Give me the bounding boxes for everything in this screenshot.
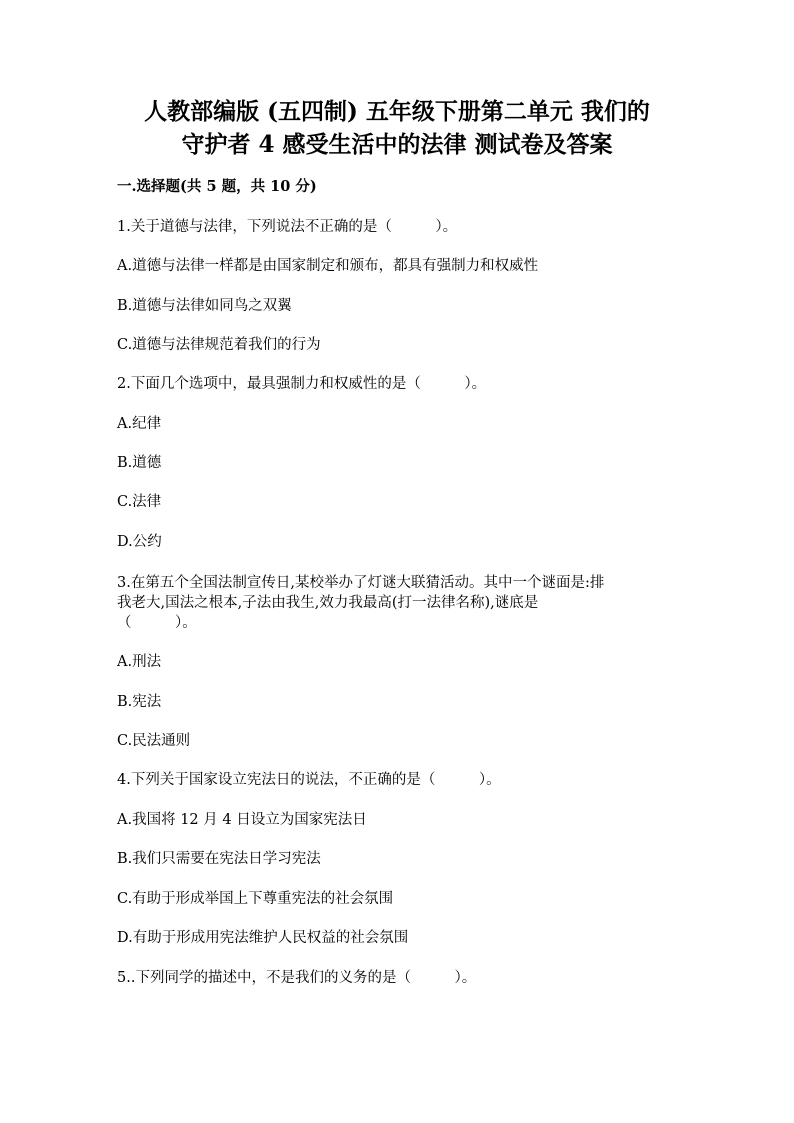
question-3-stem-line-1: 3.在第五个全国法制宣传日,某校举办了灯谜大联猜活动。其中一个谜面是:排	[117, 575, 605, 591]
question-5-stem: 5..下列同学的描述中，不是我们的义务的是（ ）。	[117, 970, 477, 986]
question-3-option-a: A.刑法	[117, 654, 162, 670]
question-3-option-b: B.宪法	[117, 694, 162, 710]
question-4-option-b: B.我们只需要在宪法日学习宪法	[117, 851, 321, 867]
question-2-option-b: B.道德	[117, 455, 162, 471]
page-title-line-2: 守护者 4 感受生活中的法律 测试卷及答案	[181, 131, 613, 158]
question-1-option-c: C.道德与法律规范着我们的行为	[117, 337, 321, 353]
question-3-option-c: C.民法通则	[117, 733, 191, 749]
question-3-stem-line-2: 我老大,国法之根本,子法由我生,效力我最高(打一法律名称),谜底是	[117, 595, 539, 611]
question-2-stem: 2.下面几个选项中，最具强制力和权威性的是（ ）。	[117, 376, 487, 392]
question-2-option-a: A.纪律	[117, 416, 162, 432]
question-1-option-a: A.道德与法律一样都是由国家制定和颁布，都具有强制力和权威性	[117, 258, 539, 274]
question-3-stem-line-3: （ ）。	[117, 615, 197, 631]
question-4-option-c: C.有助于形成举国上下尊重宪法的社会氛围	[117, 891, 394, 907]
question-2-option-c: C.法律	[117, 494, 162, 510]
question-1-option-b: B.道德与法律如同鸟之双翼	[117, 298, 292, 314]
question-4-stem: 4.下列关于国家设立宪法日的说法，不正确的是（ ）。	[117, 772, 501, 788]
question-4-option-a: A.我国将 12 月 4 日设立为国家宪法日	[117, 812, 367, 828]
question-2-option-d: D.公约	[117, 534, 162, 550]
page-title-line-1: 人教部编版 (五四制) 五年级下册第二单元 我们的	[144, 98, 650, 125]
question-1-stem: 1.关于道德与法律，下列说法不正确的是（ ）。	[117, 219, 458, 235]
question-4-option-d: D.有助于形成用宪法维护人民权益的社会氛围	[117, 930, 409, 946]
section-heading: 一.选择题(共 5 题，共 10 分)	[117, 178, 317, 195]
